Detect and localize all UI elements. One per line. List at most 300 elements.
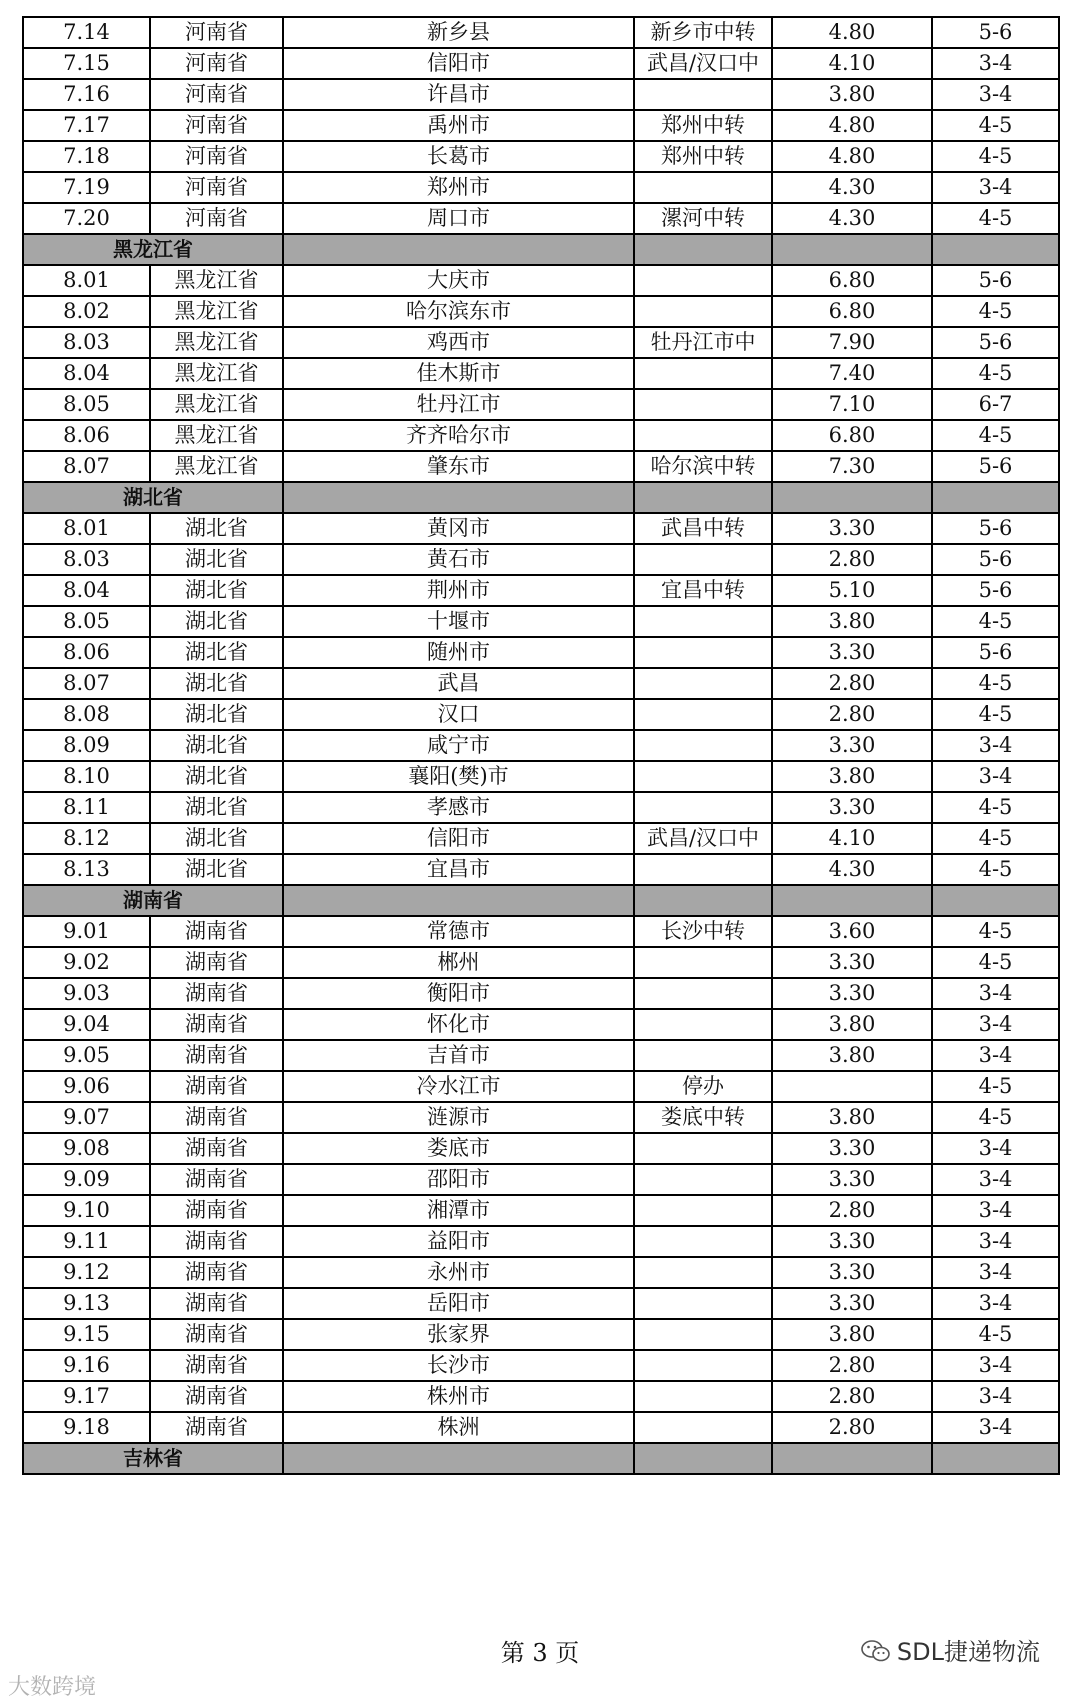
- cell-code: 9.05: [23, 1040, 150, 1071]
- cell-days: 3-4: [932, 1164, 1059, 1195]
- cell-code: 8.11: [23, 792, 150, 823]
- cell-days: 5-6: [932, 17, 1059, 48]
- section-empty-cell: [283, 234, 634, 265]
- cell-days: 4-5: [932, 296, 1059, 327]
- cell-code: 9.12: [23, 1257, 150, 1288]
- cell-province: 河南省: [150, 17, 283, 48]
- cell-transfer: [634, 947, 772, 978]
- cell-province: 湖南省: [150, 1350, 283, 1381]
- watermark-source: [8, 1670, 96, 1701]
- cell-city: 永州市: [283, 1257, 634, 1288]
- cell-days: 3-4: [932, 48, 1059, 79]
- table-row: [23, 575, 1059, 606]
- cell-province: 湖南省: [150, 1412, 283, 1443]
- cell-city: 牡丹江市: [283, 389, 634, 420]
- cell-code: 8.05: [23, 606, 150, 637]
- table-row: [23, 1009, 1059, 1040]
- section-title: 吉林省: [23, 1443, 283, 1474]
- cell-city: 禹州市: [283, 110, 634, 141]
- table-row: [23, 1195, 1059, 1226]
- cell-city: 许昌市: [283, 79, 634, 110]
- cell-city: 郑州市: [283, 172, 634, 203]
- table-row: [23, 296, 1059, 327]
- cell-code: 8.07: [23, 451, 150, 482]
- cell-price: 7.30: [772, 451, 932, 482]
- cell-code: 8.01: [23, 265, 150, 296]
- cell-city: 武昌: [283, 668, 634, 699]
- cell-transfer: [634, 265, 772, 296]
- cell-price: [772, 1071, 932, 1102]
- cell-price: 3.80: [772, 1102, 932, 1133]
- section-empty-cell: [634, 234, 772, 265]
- table-row: [23, 1071, 1059, 1102]
- cell-days: 4-5: [932, 1071, 1059, 1102]
- cell-transfer: 郑州中转: [634, 110, 772, 141]
- cell-transfer: [634, 1319, 772, 1350]
- section-empty-cell: [932, 482, 1059, 513]
- cell-days: 3-4: [932, 1412, 1059, 1443]
- cell-transfer: [634, 761, 772, 792]
- cell-days: 4-5: [932, 823, 1059, 854]
- table-row: [23, 1102, 1059, 1133]
- cell-province: 湖南省: [150, 1133, 283, 1164]
- cell-transfer: [634, 668, 772, 699]
- cell-code: 9.03: [23, 978, 150, 1009]
- watermark-brand: [861, 1632, 1040, 1667]
- cell-transfer: [634, 1412, 772, 1443]
- cell-province: 湖北省: [150, 513, 283, 544]
- table-row: [23, 544, 1059, 575]
- cell-days: 4-5: [932, 420, 1059, 451]
- cell-city: 涟源市: [283, 1102, 634, 1133]
- cell-code: 9.06: [23, 1071, 150, 1102]
- cell-transfer: [634, 978, 772, 1009]
- section-title: 湖南省: [23, 885, 283, 916]
- cell-code: 9.16: [23, 1350, 150, 1381]
- cell-price: 2.80: [772, 1412, 932, 1443]
- cell-price: 3.30: [772, 978, 932, 1009]
- cell-code: 9.02: [23, 947, 150, 978]
- cell-days: 3-4: [932, 1195, 1059, 1226]
- cell-price: 4.80: [772, 110, 932, 141]
- cell-city: 怀化市: [283, 1009, 634, 1040]
- cell-city: 大庆市: [283, 265, 634, 296]
- section-empty-cell: [932, 234, 1059, 265]
- cell-price: 4.10: [772, 823, 932, 854]
- cell-days: 6-7: [932, 389, 1059, 420]
- cell-days: 3-4: [932, 1257, 1059, 1288]
- table-row: [23, 1350, 1059, 1381]
- cell-code: 8.06: [23, 637, 150, 668]
- cell-code: 9.09: [23, 1164, 150, 1195]
- cell-province: 湖南省: [150, 1257, 283, 1288]
- cell-price: 3.30: [772, 1257, 932, 1288]
- cell-province: 河南省: [150, 110, 283, 141]
- cell-code: 7.19: [23, 172, 150, 203]
- page-number: 第 3 页: [500, 1639, 580, 1667]
- cell-price: 7.10: [772, 389, 932, 420]
- cell-province: 湖南省: [150, 947, 283, 978]
- section-empty-cell: [772, 885, 932, 916]
- watermark-source-text: 大数跨境: [8, 1675, 97, 1700]
- watermark-brand-text: SDL捷递物流: [896, 1638, 1040, 1666]
- cell-city: 长沙市: [283, 1350, 634, 1381]
- cell-province: 黑龙江省: [150, 327, 283, 358]
- table-row: [23, 823, 1059, 854]
- cell-price: 7.90: [772, 327, 932, 358]
- cell-city: 十堰市: [283, 606, 634, 637]
- cell-transfer: 牡丹江市中: [634, 327, 772, 358]
- cell-city: 新乡县: [283, 17, 634, 48]
- cell-code: 8.03: [23, 544, 150, 575]
- cell-city: 孝感市: [283, 792, 634, 823]
- section-header-row: [23, 234, 1059, 265]
- cell-days: 3-4: [932, 1350, 1059, 1381]
- cell-province: 湖南省: [150, 1288, 283, 1319]
- table-row: [23, 79, 1059, 110]
- cell-transfer: 停办: [634, 1071, 772, 1102]
- cell-transfer: [634, 420, 772, 451]
- cell-code: 7.17: [23, 110, 150, 141]
- cell-price: 3.30: [772, 1226, 932, 1257]
- cell-transfer: [634, 854, 772, 885]
- cell-price: 5.10: [772, 575, 932, 606]
- cell-province: 湖南省: [150, 1164, 283, 1195]
- table-row: [23, 792, 1059, 823]
- cell-code: 7.20: [23, 203, 150, 234]
- cell-price: 6.80: [772, 265, 932, 296]
- cell-city: 鸡西市: [283, 327, 634, 358]
- cell-city: 衡阳市: [283, 978, 634, 1009]
- cell-city: 随州市: [283, 637, 634, 668]
- cell-price: 2.80: [772, 1195, 932, 1226]
- table-row: [23, 916, 1059, 947]
- cell-province: 湖南省: [150, 1319, 283, 1350]
- cell-days: 4-5: [932, 1319, 1059, 1350]
- cell-transfer: [634, 1195, 772, 1226]
- table-row: [23, 1412, 1059, 1443]
- cell-code: 9.01: [23, 916, 150, 947]
- cell-days: 5-6: [932, 451, 1059, 482]
- cell-transfer: 武昌中转: [634, 513, 772, 544]
- cell-transfer: [634, 1009, 772, 1040]
- cell-code: 9.18: [23, 1412, 150, 1443]
- cell-price: 3.80: [772, 1040, 932, 1071]
- cell-province: 湖南省: [150, 1381, 283, 1412]
- table-row: [23, 48, 1059, 79]
- cell-price: 3.30: [772, 637, 932, 668]
- cell-code: 9.17: [23, 1381, 150, 1412]
- cell-transfer: [634, 730, 772, 761]
- cell-transfer: 宜昌中转: [634, 575, 772, 606]
- table-row: [23, 141, 1059, 172]
- cell-days: 3-4: [932, 1040, 1059, 1071]
- cell-price: 3.80: [772, 1009, 932, 1040]
- cell-price: 3.30: [772, 947, 932, 978]
- table-row: [23, 668, 1059, 699]
- cell-price: 4.30: [772, 854, 932, 885]
- cell-price: 3.30: [772, 513, 932, 544]
- cell-transfer: [634, 1257, 772, 1288]
- cell-city: 郴州: [283, 947, 634, 978]
- cell-price: 3.60: [772, 916, 932, 947]
- rate-table: [22, 16, 1060, 1475]
- cell-price: 3.30: [772, 792, 932, 823]
- table-row: [23, 265, 1059, 296]
- cell-transfer: [634, 1350, 772, 1381]
- cell-transfer: [634, 1133, 772, 1164]
- cell-code: 9.04: [23, 1009, 150, 1040]
- cell-price: 3.30: [772, 1164, 932, 1195]
- cell-province: 湖南省: [150, 1226, 283, 1257]
- cell-code: 8.09: [23, 730, 150, 761]
- cell-code: 8.06: [23, 420, 150, 451]
- cell-days: 3-4: [932, 1226, 1059, 1257]
- table-row: [23, 1257, 1059, 1288]
- cell-price: 3.30: [772, 1133, 932, 1164]
- cell-code: 8.04: [23, 575, 150, 606]
- table-row: [23, 1164, 1059, 1195]
- cell-code: 9.08: [23, 1133, 150, 1164]
- cell-transfer: [634, 172, 772, 203]
- cell-days: 5-6: [932, 637, 1059, 668]
- cell-code: 7.15: [23, 48, 150, 79]
- cell-city: 株洲: [283, 1412, 634, 1443]
- table-row: [23, 1040, 1059, 1071]
- cell-city: 信阳市: [283, 48, 634, 79]
- cell-transfer: 漯河中转: [634, 203, 772, 234]
- cell-province: 湖北省: [150, 730, 283, 761]
- section-empty-cell: [283, 482, 634, 513]
- cell-code: 8.02: [23, 296, 150, 327]
- cell-days: 4-5: [932, 203, 1059, 234]
- cell-province: 湖北省: [150, 823, 283, 854]
- cell-price: 3.80: [772, 606, 932, 637]
- table-row: [23, 699, 1059, 730]
- cell-transfer: [634, 1164, 772, 1195]
- cell-transfer: [634, 296, 772, 327]
- cell-province: 河南省: [150, 203, 283, 234]
- table-row: [23, 730, 1059, 761]
- cell-transfer: 哈尔滨中转: [634, 451, 772, 482]
- table-row: [23, 389, 1059, 420]
- cell-transfer: [634, 1381, 772, 1412]
- cell-city: 张家界: [283, 1319, 634, 1350]
- rate-table-body: [23, 17, 1059, 1474]
- cell-transfer: [634, 1288, 772, 1319]
- section-empty-cell: [772, 1443, 932, 1474]
- cell-transfer: 娄底中转: [634, 1102, 772, 1133]
- cell-days: 4-5: [932, 947, 1059, 978]
- table-row: [23, 947, 1059, 978]
- section-empty-cell: [932, 885, 1059, 916]
- table-row: [23, 1381, 1059, 1412]
- cell-price: 2.80: [772, 544, 932, 575]
- cell-days: 4-5: [932, 854, 1059, 885]
- cell-province: 湖北省: [150, 792, 283, 823]
- cell-price: 4.10: [772, 48, 932, 79]
- cell-province: 湖北省: [150, 761, 283, 792]
- section-header-row: [23, 482, 1059, 513]
- cell-city: 宜昌市: [283, 854, 634, 885]
- cell-days: 4-5: [932, 141, 1059, 172]
- cell-city: 佳木斯市: [283, 358, 634, 389]
- cell-days: 5-6: [932, 575, 1059, 606]
- table-row: [23, 172, 1059, 203]
- cell-price: 4.80: [772, 141, 932, 172]
- cell-city: 汉口: [283, 699, 634, 730]
- table-row: [23, 1319, 1059, 1350]
- cell-price: 2.80: [772, 1350, 932, 1381]
- cell-price: 2.80: [772, 1381, 932, 1412]
- cell-days: 4-5: [932, 916, 1059, 947]
- cell-code: 9.10: [23, 1195, 150, 1226]
- cell-city: 肇东市: [283, 451, 634, 482]
- cell-price: 3.30: [772, 1288, 932, 1319]
- cell-code: 7.16: [23, 79, 150, 110]
- cell-province: 湖南省: [150, 1071, 283, 1102]
- table-row: [23, 358, 1059, 389]
- section-title: 黑龙江省: [23, 234, 283, 265]
- cell-province: 黑龙江省: [150, 358, 283, 389]
- cell-city: 常德市: [283, 916, 634, 947]
- cell-city: 益阳市: [283, 1226, 634, 1257]
- cell-province: 湖南省: [150, 978, 283, 1009]
- cell-province: 湖南省: [150, 1195, 283, 1226]
- cell-transfer: 武昌/汉口中: [634, 48, 772, 79]
- cell-code: 8.12: [23, 823, 150, 854]
- section-empty-cell: [932, 1443, 1059, 1474]
- cell-code: 8.01: [23, 513, 150, 544]
- cell-days: 3-4: [932, 730, 1059, 761]
- cell-days: 4-5: [932, 1102, 1059, 1133]
- cell-province: 湖北省: [150, 668, 283, 699]
- table-row: [23, 420, 1059, 451]
- cell-city: 湘潭市: [283, 1195, 634, 1226]
- cell-code: 9.13: [23, 1288, 150, 1319]
- cell-province: 湖北省: [150, 575, 283, 606]
- cell-days: 5-6: [932, 513, 1059, 544]
- cell-transfer: [634, 79, 772, 110]
- section-empty-cell: [772, 234, 932, 265]
- cell-price: 4.80: [772, 17, 932, 48]
- cell-city: 长葛市: [283, 141, 634, 172]
- cell-transfer: [634, 792, 772, 823]
- section-empty-cell: [283, 1443, 634, 1474]
- cell-code: 8.05: [23, 389, 150, 420]
- cell-city: 吉首市: [283, 1040, 634, 1071]
- section-empty-cell: [634, 885, 772, 916]
- table-row: [23, 978, 1059, 1009]
- cell-days: 3-4: [932, 79, 1059, 110]
- table-row: [23, 17, 1059, 48]
- table-row: [23, 637, 1059, 668]
- cell-price: 6.80: [772, 296, 932, 327]
- cell-price: 6.80: [772, 420, 932, 451]
- cell-price: 3.80: [772, 79, 932, 110]
- cell-days: 4-5: [932, 668, 1059, 699]
- cell-city: 黄冈市: [283, 513, 634, 544]
- cell-province: 湖北省: [150, 544, 283, 575]
- wechat-icon: [861, 1639, 891, 1663]
- cell-price: 4.30: [772, 203, 932, 234]
- cell-city: 周口市: [283, 203, 634, 234]
- cell-province: 湖南省: [150, 916, 283, 947]
- cell-price: 2.80: [772, 668, 932, 699]
- cell-transfer: 郑州中转: [634, 141, 772, 172]
- cell-province: 湖北省: [150, 637, 283, 668]
- table-row: [23, 1226, 1059, 1257]
- table-row: [23, 203, 1059, 234]
- cell-province: 黑龙江省: [150, 389, 283, 420]
- cell-city: 荆州市: [283, 575, 634, 606]
- cell-province: 湖南省: [150, 1040, 283, 1071]
- section-empty-cell: [772, 482, 932, 513]
- cell-province: 黑龙江省: [150, 451, 283, 482]
- cell-city: 咸宁市: [283, 730, 634, 761]
- cell-code: 9.15: [23, 1319, 150, 1350]
- cell-code: 8.03: [23, 327, 150, 358]
- cell-days: 5-6: [932, 544, 1059, 575]
- cell-transfer: [634, 358, 772, 389]
- cell-province: 黑龙江省: [150, 265, 283, 296]
- cell-city: 哈尔滨东市: [283, 296, 634, 327]
- section-title: 湖北省: [23, 482, 283, 513]
- cell-city: 冷水江市: [283, 1071, 634, 1102]
- table-row: [23, 327, 1059, 358]
- cell-province: 黑龙江省: [150, 420, 283, 451]
- cell-days: 3-4: [932, 1381, 1059, 1412]
- cell-code: 9.07: [23, 1102, 150, 1133]
- cell-province: 湖南省: [150, 1009, 283, 1040]
- table-row: [23, 606, 1059, 637]
- cell-transfer: [634, 699, 772, 730]
- cell-code: 7.18: [23, 141, 150, 172]
- cell-transfer: 长沙中转: [634, 916, 772, 947]
- cell-code: 8.10: [23, 761, 150, 792]
- cell-days: 3-4: [932, 1009, 1059, 1040]
- cell-code: 8.13: [23, 854, 150, 885]
- cell-days: 4-5: [932, 606, 1059, 637]
- cell-days: 5-6: [932, 327, 1059, 358]
- cell-city: 株州市: [283, 1381, 634, 1412]
- cell-city: 娄底市: [283, 1133, 634, 1164]
- cell-transfer: [634, 1226, 772, 1257]
- cell-code: 7.14: [23, 17, 150, 48]
- cell-days: 4-5: [932, 358, 1059, 389]
- cell-province: 河南省: [150, 79, 283, 110]
- cell-price: 3.80: [772, 761, 932, 792]
- cell-days: 3-4: [932, 1133, 1059, 1164]
- cell-code: 8.08: [23, 699, 150, 730]
- cell-transfer: [634, 544, 772, 575]
- table-row: [23, 513, 1059, 544]
- cell-days: 4-5: [932, 699, 1059, 730]
- section-header-row: [23, 885, 1059, 916]
- cell-transfer: [634, 389, 772, 420]
- cell-days: 4-5: [932, 792, 1059, 823]
- cell-province: 湖南省: [150, 1102, 283, 1133]
- cell-days: 4-5: [932, 110, 1059, 141]
- cell-code: 9.11: [23, 1226, 150, 1257]
- cell-price: 3.30: [772, 730, 932, 761]
- cell-days: 3-4: [932, 1288, 1059, 1319]
- cell-code: 8.04: [23, 358, 150, 389]
- cell-days: 3-4: [932, 978, 1059, 1009]
- table-row: [23, 1133, 1059, 1164]
- cell-transfer: [634, 1040, 772, 1071]
- cell-city: 齐齐哈尔市: [283, 420, 634, 451]
